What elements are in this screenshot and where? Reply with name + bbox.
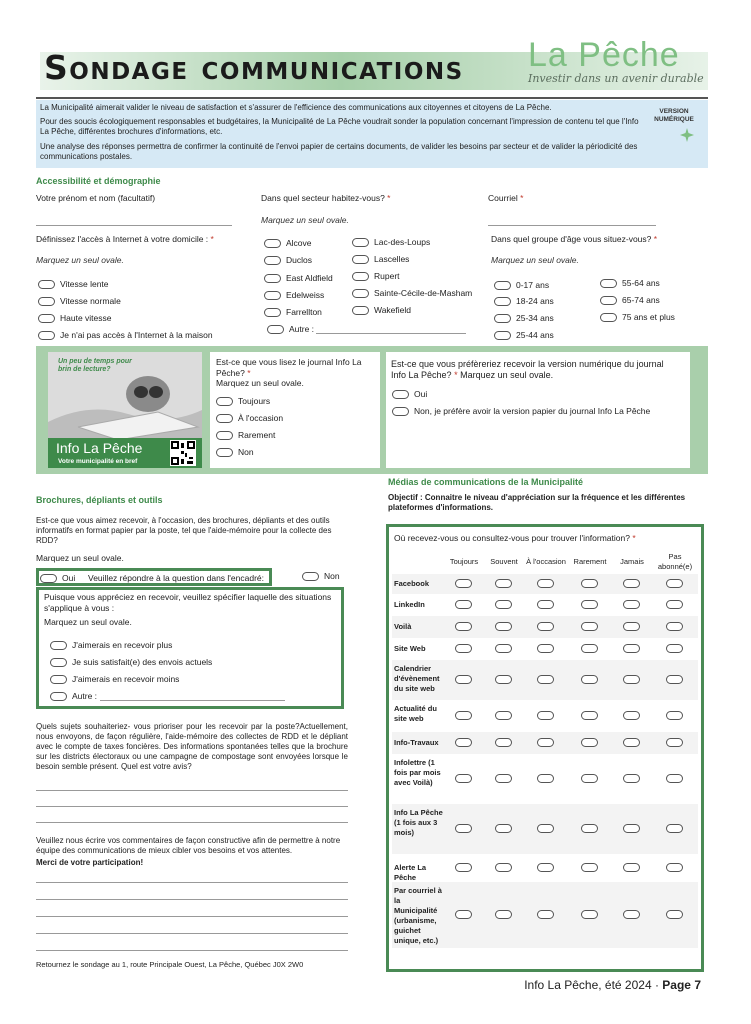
return-address: Retournez le sondage au 1, route Principale Ouest, La Pêche, Québec J0X 2W0 <box>36 960 304 969</box>
sector-other[interactable]: Autre : <box>267 324 314 334</box>
logo: La Pêche <box>528 36 680 74</box>
topics-line[interactable] <box>36 790 348 791</box>
age-mark-one: Marquez un seul ovale. <box>491 255 579 265</box>
media-question: Où recevez-vous ou consultez-vous pour trouver l'information? * <box>394 533 636 543</box>
sparkle-icon[interactable] <box>678 127 696 148</box>
comments-line[interactable] <box>36 882 348 883</box>
grid-radio-oval[interactable] <box>455 600 472 609</box>
grid-radio-oval[interactable] <box>495 579 512 588</box>
grid-radio-oval[interactable] <box>623 675 640 684</box>
row-label: Site Web <box>394 644 426 653</box>
sub-question: Puisque vous appréciez en recevoir, veuillez spécifier laquelle des situations s'applique à vous : <box>44 592 332 613</box>
intro-p3: Une analyse des réponses permettra de confirmer la continuité de l'envoi papier de certains documents, de valider les besoins par secteur et de valider la périodicité des communications postales. <box>40 142 638 161</box>
grid-radio-oval[interactable] <box>495 774 512 783</box>
grid-radio-oval[interactable] <box>537 644 554 653</box>
grid-radio-oval[interactable] <box>537 579 554 588</box>
promo-subtitle: Votre municipalité en bref <box>58 458 138 465</box>
grid-radio-oval[interactable] <box>581 910 598 919</box>
sector-option[interactable]: Farrellton <box>264 307 322 317</box>
table-row <box>392 616 698 638</box>
grid-radio-oval[interactable] <box>666 675 683 684</box>
row-label: Info-Travaux <box>394 738 439 747</box>
grid-radio-oval[interactable] <box>581 579 598 588</box>
sector-option[interactable]: Edelweiss <box>264 290 324 300</box>
grid-radio-oval[interactable] <box>455 579 472 588</box>
grid-radio-oval[interactable] <box>623 910 640 919</box>
section-media: Médias de communications de la Municipalité <box>388 477 584 487</box>
age-option[interactable]: 55-64 ans <box>600 278 660 288</box>
sub-option[interactable]: Je suis satisfait(e) des envois actuels <box>50 657 212 667</box>
grid-radio-oval[interactable] <box>581 774 598 783</box>
col-header: Souvent <box>490 557 518 566</box>
sector-option[interactable]: Sainte-Cécile-de-Masham <box>352 288 472 298</box>
radio-oval[interactable] <box>38 297 55 306</box>
intro-box <box>36 100 708 168</box>
row-label: Par courriel à la Municipalité (urbanisme, guichet unique, etc.) <box>394 886 442 945</box>
comments-line[interactable] <box>36 899 348 900</box>
grid-radio-oval[interactable] <box>455 738 472 747</box>
grid-radio-oval[interactable] <box>495 622 512 631</box>
grid-radio-oval[interactable] <box>537 711 554 720</box>
page-title: Sondage communications <box>44 48 464 87</box>
grid-radio-oval[interactable] <box>666 622 683 631</box>
row-label: Voilà <box>394 622 412 631</box>
table-row <box>392 700 698 732</box>
grid-radio-oval[interactable] <box>495 644 512 653</box>
grid-radio-oval[interactable] <box>537 600 554 609</box>
sector-question: Dans quel secteur habitez-vous? * <box>261 193 391 203</box>
internet-option[interactable]: Je n'ai pas accès à l'Internet à la maison <box>38 330 213 340</box>
grid-radio-oval[interactable] <box>455 824 472 833</box>
table-row <box>392 660 698 700</box>
row-label: Facebook <box>394 579 430 588</box>
row-label: Infolettre (1 fois par mois avec Voilà) <box>394 758 441 787</box>
digital-question: Est-ce que vous préfèreriez recevoir la version numérique du journal Info La Pêche? * Marquez un seul ovale. <box>391 359 664 380</box>
grid-radio-oval[interactable] <box>666 644 683 653</box>
grid-radio-oval[interactable] <box>581 622 598 631</box>
grid-radio-oval[interactable] <box>666 824 683 833</box>
brochures-mark-one: Marquez un seul ovale. <box>36 553 124 563</box>
promo-caption: Un peu de temps pour brin de lecture? <box>58 358 132 373</box>
promo-title: Info La Pêche <box>56 440 143 456</box>
grid-radio-oval[interactable] <box>455 675 472 684</box>
table-row <box>392 638 698 660</box>
sector-option[interactable]: Rupert <box>352 271 400 281</box>
grid-radio-oval[interactable] <box>666 910 683 919</box>
table-row <box>392 594 698 616</box>
version-label: VERSION NUMÉRIQUE <box>654 108 694 123</box>
grid-radio-oval[interactable] <box>666 600 683 609</box>
col-header: À l'occasion <box>526 557 566 566</box>
radio-oval[interactable] <box>38 314 55 323</box>
grid-radio-oval[interactable] <box>455 622 472 631</box>
grid-radio-oval[interactable] <box>666 863 683 872</box>
media-grid <box>392 548 698 576</box>
grid-radio-oval[interactable] <box>623 600 640 609</box>
sector-option[interactable]: Wakefield <box>352 305 411 315</box>
footer: Info La Pêche, été 2024 · Page 7 <box>524 978 701 992</box>
grid-radio-oval[interactable] <box>623 711 640 720</box>
age-option[interactable]: 18-24 ans <box>494 296 554 306</box>
grid-radio-oval[interactable] <box>623 774 640 783</box>
sector-option[interactable]: Alcove <box>264 238 312 248</box>
internet-option[interactable]: Vitesse lente <box>38 279 109 289</box>
email-input[interactable] <box>488 225 656 226</box>
grid-radio-oval[interactable] <box>495 675 512 684</box>
row-label: Calendrier d'évènement du site web <box>394 664 440 693</box>
topics-question: Quels sujets souhaiteriez- vous prioriser pour les recevoir par la poste?Actuellement, nous envoyons, de façon régulière, l'aide-mémoire des collectes de RDD et le dépliant avec le compte de taxes foncières. Des informations spontanées telles que la brochure sur les districts électoraux ou une campagne de compostage sont envoyées lorsque le besoin semble présent. Quel est votre avis? <box>36 722 348 771</box>
grid-radio-oval[interactable] <box>455 910 472 919</box>
grid-radio-oval[interactable] <box>623 738 640 747</box>
digital-option[interactable]: Oui <box>392 389 427 399</box>
table-row <box>392 574 698 594</box>
grid-radio-oval[interactable] <box>623 824 640 833</box>
sector-option[interactable]: East Aldfield <box>264 273 333 283</box>
radio-oval[interactable] <box>38 331 55 340</box>
age-option[interactable]: 0-17 ans <box>494 280 549 290</box>
col-header: Rarement <box>573 557 607 566</box>
brochures-no[interactable]: Non <box>302 571 340 581</box>
topics-line[interactable] <box>36 806 348 807</box>
sector-option[interactable]: Lac-des-Loups <box>352 237 430 247</box>
grid-radio-oval[interactable] <box>666 579 683 588</box>
yes-note: Veuillez répondre à la question dans l'encadré: <box>88 573 264 583</box>
grid-radio-oval[interactable] <box>495 824 512 833</box>
internet-question: Définissez l'accès à Internet à votre domicile : * <box>36 234 214 244</box>
age-option[interactable]: 25-44 ans <box>494 330 554 340</box>
tagline: Investir dans un avenir durable <box>528 72 704 85</box>
table-row <box>392 732 698 754</box>
sub-other[interactable]: Autre : <box>50 691 97 701</box>
table-row <box>392 882 698 948</box>
topics-line[interactable] <box>36 822 348 823</box>
sector-option[interactable]: Duclos <box>264 255 312 265</box>
grid-radio-oval[interactable] <box>495 910 512 919</box>
grid-radio-oval[interactable] <box>581 600 598 609</box>
thanks-text: Merci de votre participation! <box>36 858 144 867</box>
grid-radio-oval[interactable] <box>581 738 598 747</box>
media-objective: Objectif : Connaitre le niveau d'appréciation sur la fréquence et les différentes plateformes d'informations. <box>388 493 686 512</box>
age-option[interactable]: 75 ans et plus <box>600 312 675 322</box>
internet-mark-one: Marquez un seul ovale. <box>36 255 124 265</box>
comments-question: Veuillez nous écrire vos commentaires de façon constructive afin de permettre à notre équipe des communications de mieux cibler vos besoins et vos attentes. <box>36 836 341 855</box>
read-question: Est-ce que vous lisez le journal Info La Pêche? * <box>216 357 362 378</box>
row-label: Actualité du site web <box>394 704 437 723</box>
comments-line[interactable] <box>36 933 348 934</box>
comments-line[interactable] <box>36 950 348 951</box>
read-option[interactable]: Non <box>216 447 254 457</box>
grid-radio-oval[interactable] <box>581 824 598 833</box>
grid-radio-oval[interactable] <box>537 910 554 919</box>
grid-radio-oval[interactable] <box>581 675 598 684</box>
age-option[interactable]: 25-34 ans <box>494 313 554 323</box>
grid-radio-oval[interactable] <box>455 774 472 783</box>
age-option[interactable]: 65-74 ans <box>600 295 660 305</box>
sector-mark-one: Marquez un seul ovale. <box>261 215 349 225</box>
qr-code-icon[interactable] <box>170 440 196 466</box>
grid-radio-oval[interactable] <box>495 738 512 747</box>
sub-other-input[interactable] <box>100 700 285 701</box>
section-brochures: Brochures, dépliants et outils <box>36 495 163 505</box>
comments-line[interactable] <box>36 916 348 917</box>
grid-radio-oval[interactable] <box>455 863 472 872</box>
read-option[interactable]: Rarement <box>216 430 275 440</box>
grid-radio-oval[interactable] <box>537 675 554 684</box>
grid-radio-oval[interactable] <box>537 774 554 783</box>
read-option[interactable]: À l'occasion <box>216 413 283 423</box>
grid-radio-oval[interactable] <box>581 711 598 720</box>
read-option[interactable]: Toujours <box>216 396 270 406</box>
row-label: Info La Pêche (1 fois aux 3 mois) <box>394 808 443 837</box>
section-access: Accessibilité et démographie <box>36 176 161 186</box>
email-label: Courriel * <box>488 193 524 203</box>
col-header: Jamais <box>620 557 644 566</box>
sub-option[interactable]: J'aimerais en recevoir plus <box>50 640 172 650</box>
grid-radio-oval[interactable] <box>666 774 683 783</box>
brochures-question: Est-ce que vous aimez recevoir, à l'occasion, des brochures, dépliants et des outils informatifs en format papier par la poste, tel que l'aide-mémoire pour la collecte des RDD? <box>36 516 332 545</box>
grid-radio-oval[interactable] <box>537 738 554 747</box>
grid-radio-oval[interactable] <box>495 863 512 872</box>
col-header: Toujours <box>449 557 479 566</box>
name-label: Votre prénom et nom (facultatif) <box>36 193 156 203</box>
grid-radio-oval[interactable] <box>581 644 598 653</box>
sector-option[interactable]: Lascelles <box>352 254 409 264</box>
col-header: Pas abonné(e) <box>657 552 693 571</box>
sub-mark-one: Marquez un seul ovale. <box>44 617 132 627</box>
table-row <box>392 804 698 854</box>
age-question: Dans quel groupe d'âge vous situez-vous? * <box>491 234 658 244</box>
grid-radio-oval[interactable] <box>537 622 554 631</box>
header-rule <box>36 97 708 99</box>
grid-radio-oval[interactable] <box>537 863 554 872</box>
row-label: LinkedIn <box>394 600 425 609</box>
internet-option[interactable]: Vitesse normale <box>38 296 121 306</box>
grid-radio-oval[interactable] <box>623 644 640 653</box>
row-label: Alerte La Pêche <box>394 863 427 882</box>
grid-radio-oval[interactable] <box>537 824 554 833</box>
table-row <box>392 754 698 804</box>
digital-option[interactable]: Non, je préfère avoir la version papier du journal Info La Pêche <box>392 406 650 416</box>
grid-radio-oval[interactable] <box>623 863 640 872</box>
grid-radio-oval[interactable] <box>495 600 512 609</box>
grid-radio-oval[interactable] <box>666 711 683 720</box>
table-row <box>392 854 698 882</box>
grid-radio-oval[interactable] <box>495 711 512 720</box>
intro-p2: Pour des soucis écologiquement responsables et budgétaires, la Municipalité de La Pêche voudrait sonder la population concernant l'impression de contenu tel que l'Info La Pêche, différentes brochures d'informations, etc. <box>40 117 639 136</box>
sector-other-input[interactable] <box>316 333 466 334</box>
name-input[interactable] <box>36 225 232 226</box>
grid-radio-oval[interactable] <box>623 579 640 588</box>
grid-radio-oval[interactable] <box>455 644 472 653</box>
grid-radio-oval[interactable] <box>623 622 640 631</box>
grid-radio-oval[interactable] <box>666 738 683 747</box>
brochures-yes[interactable]: Oui <box>40 573 75 583</box>
grid-radio-oval[interactable] <box>581 863 598 872</box>
sub-option[interactable]: J'aimerais en recevoir moins <box>50 674 179 684</box>
internet-option[interactable]: Haute vitesse <box>38 313 112 323</box>
grid-radio-oval[interactable] <box>455 711 472 720</box>
read-mark-one: Marquez un seul ovale. <box>216 378 304 388</box>
intro-p1: La Municipalité aimerait valider le niveau de satisfaction et s'assurer de l'efficience des communications aux citoyennes et citoyens de La Pêche. <box>40 103 552 112</box>
radio-oval[interactable] <box>38 280 55 289</box>
